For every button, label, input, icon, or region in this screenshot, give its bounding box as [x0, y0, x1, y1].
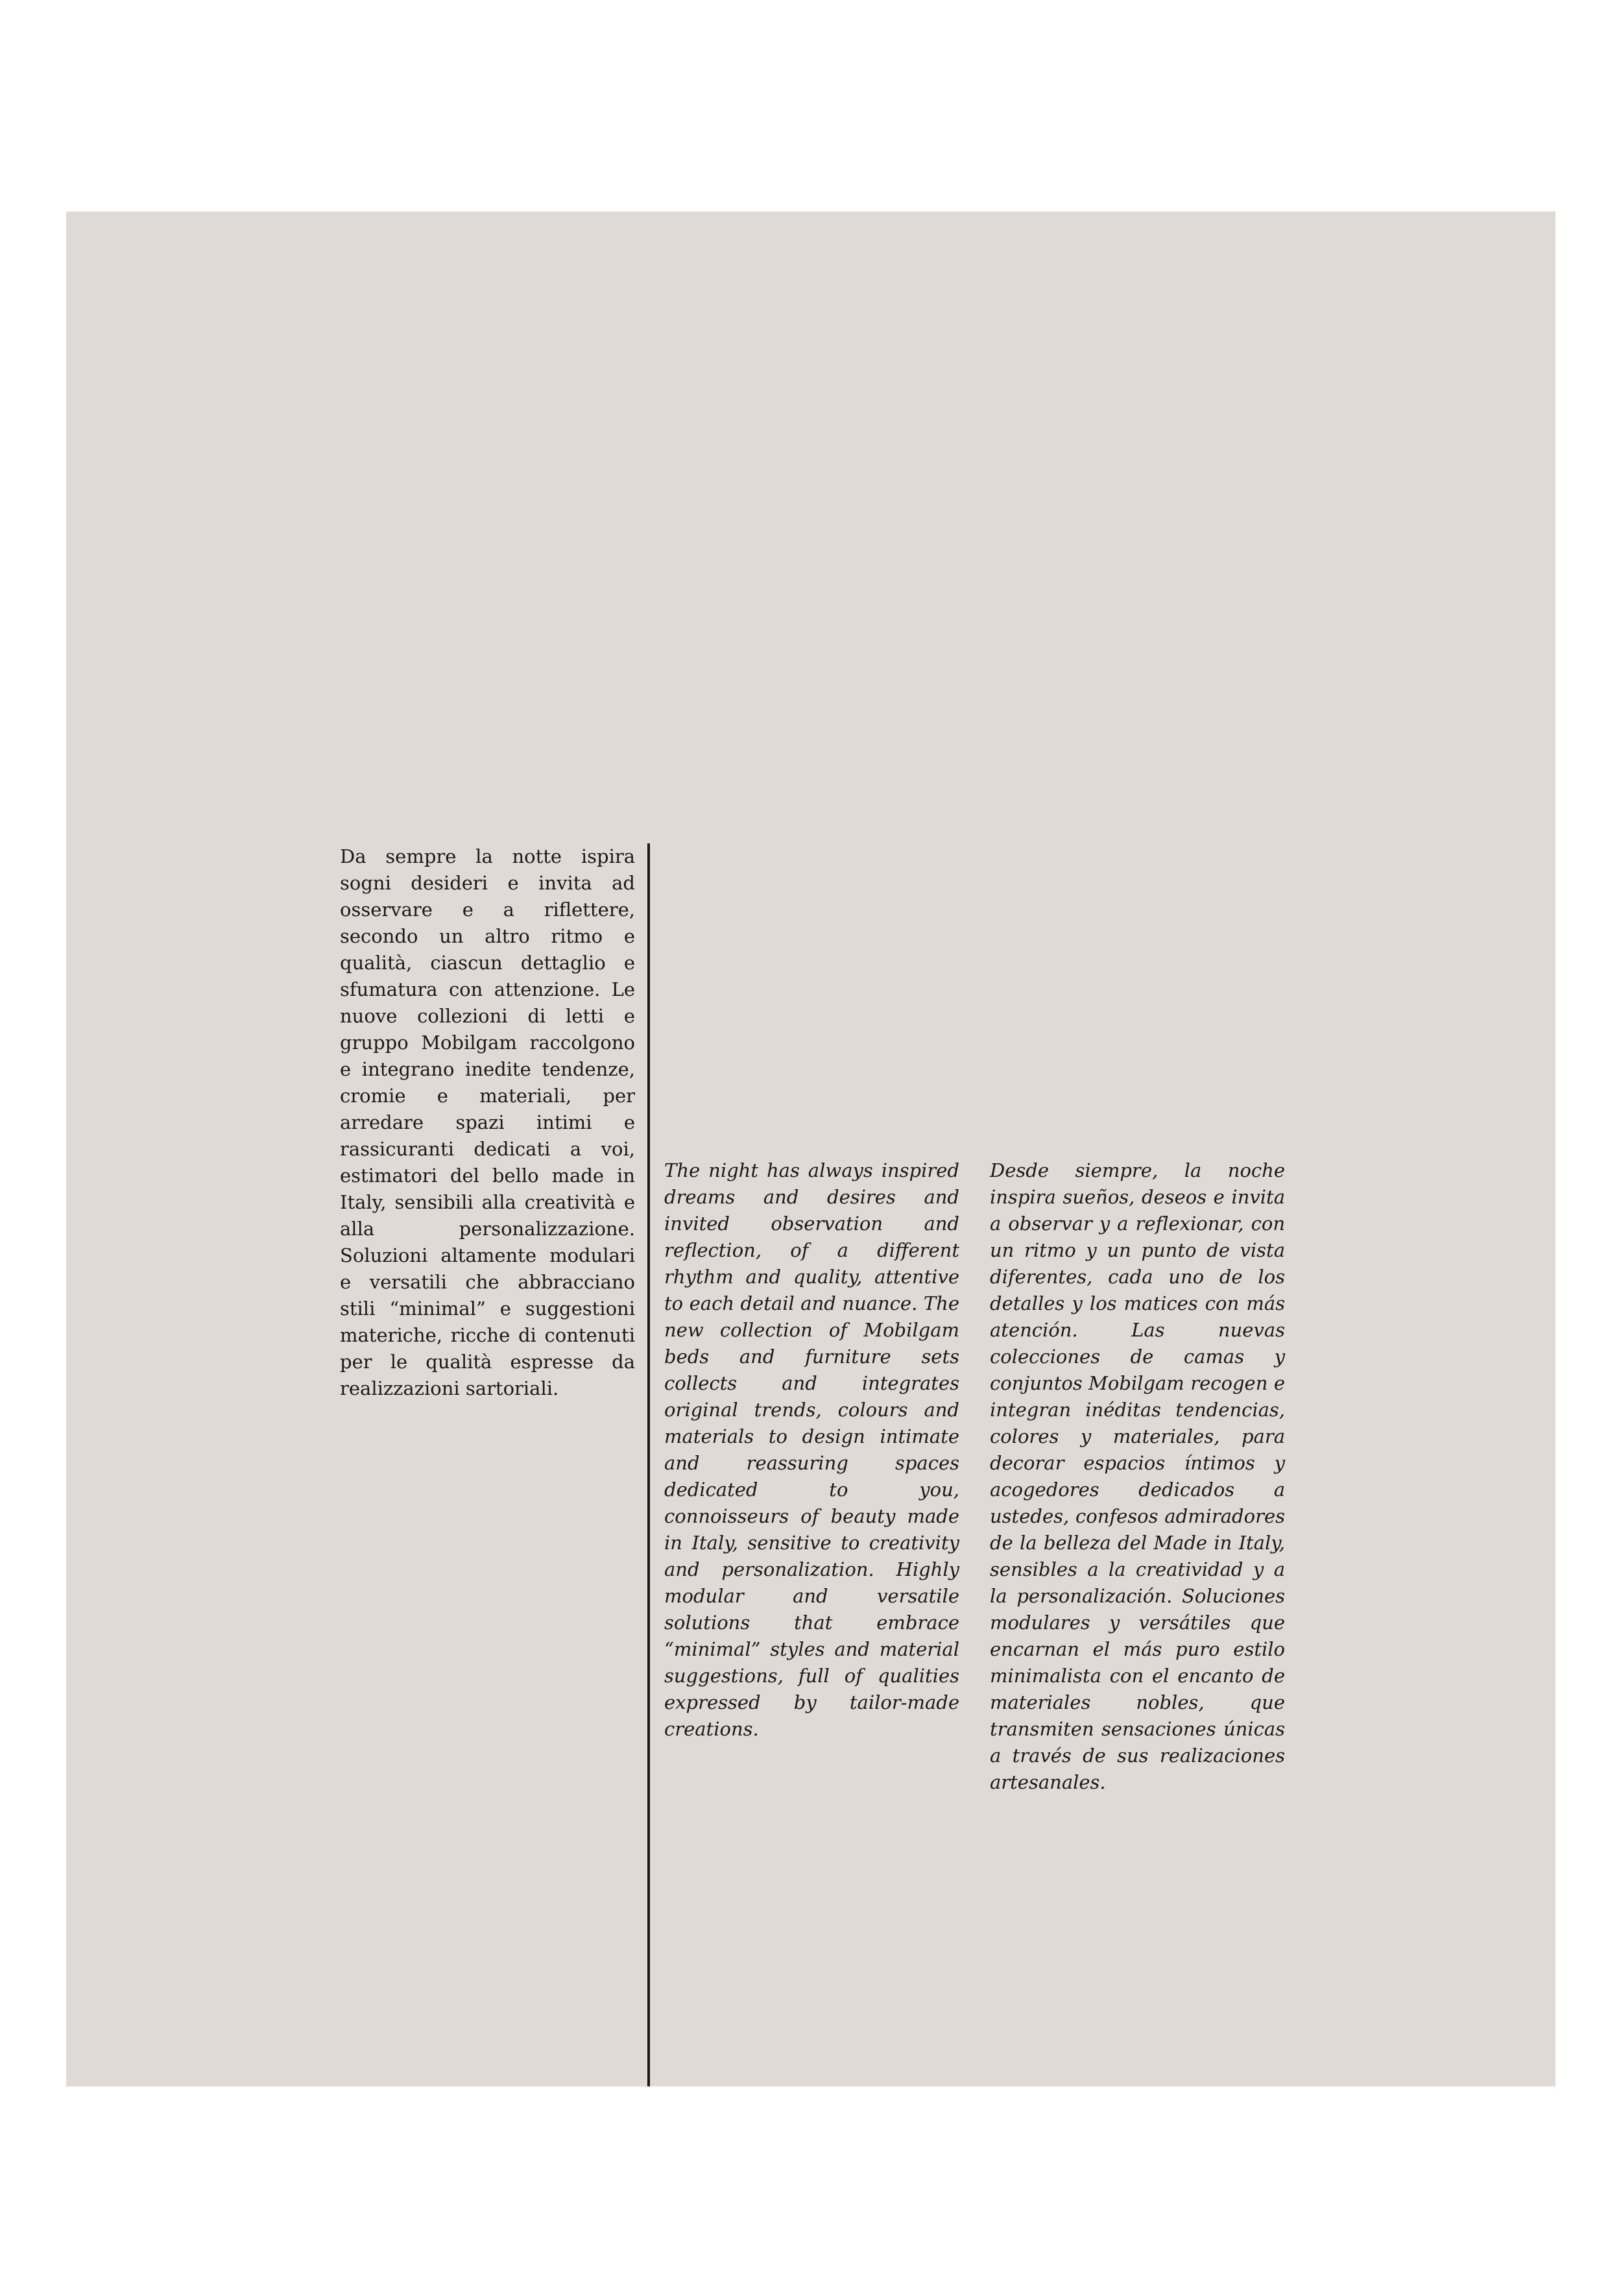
italian-text-column: Da sempre la notte ispira sogni desideri e invita ad osservare e a riflettere, secondo un altro ritmo e qualità, ciascun dettaglio e sfumatura con attenzione. Le nuove collezioni di letti e gruppo Mobilgam raccolgono e integrano inedite tendenze, cromie e materiali, per arredare spazi intimi e rassicuranti dedicati a voi, estimatori del bello made in Italy, sensibili alla creatività e alla personalizzazione. Soluzioni altamente modulari e versatili che abbracciano stili “minimal” e suggestioni materiche, ricche di contenuti per le qualità espresse da realizzazioni sartoriali. [340, 845, 635, 1399]
vertical-divider-line [647, 843, 650, 2086]
beige-background-panel [66, 211, 1555, 2086]
english-text-column: The night has always inspired dreams and desires and invited observation and reflection, of a different rhythm and quality, attentive to each detail and nuance. The new collection of Mobilgam beds and furniture sets collects and integrates original trends, colours and materials to design intimate and reassuring spaces dedicated to you, connoisseurs of beauty made in Italy, sensitive to creativity and personalization. Highly modular and versatile solutions that embrace “minimal” styles and material suggestions, full of qualities expressed by tailor-made creations. [664, 1159, 959, 1740]
spanish-text-column: Desde siempre, la noche inspira sueños, deseos e invita a observar y a reflexionar, con un ritmo y un punto de vista diferentes, cada uno de los detalles y los matices con más atención. Las nuevas colecciones de camas y conjuntos Mobilgam recogen e integran inéditas tendencias, colores y materiales, para decorar espacios íntimos y acogedores dedicados a ustedes, confesos admiradores de la belleza del Made in Italy, sensibles a la creatividad y a la personalización. Soluciones modulares y versátiles que encarnan el más puro estilo minimalista con el encanto de materiales nobles, que transmiten sensaciones únicas a través de sus realizaciones artesanales. [990, 1159, 1285, 1793]
